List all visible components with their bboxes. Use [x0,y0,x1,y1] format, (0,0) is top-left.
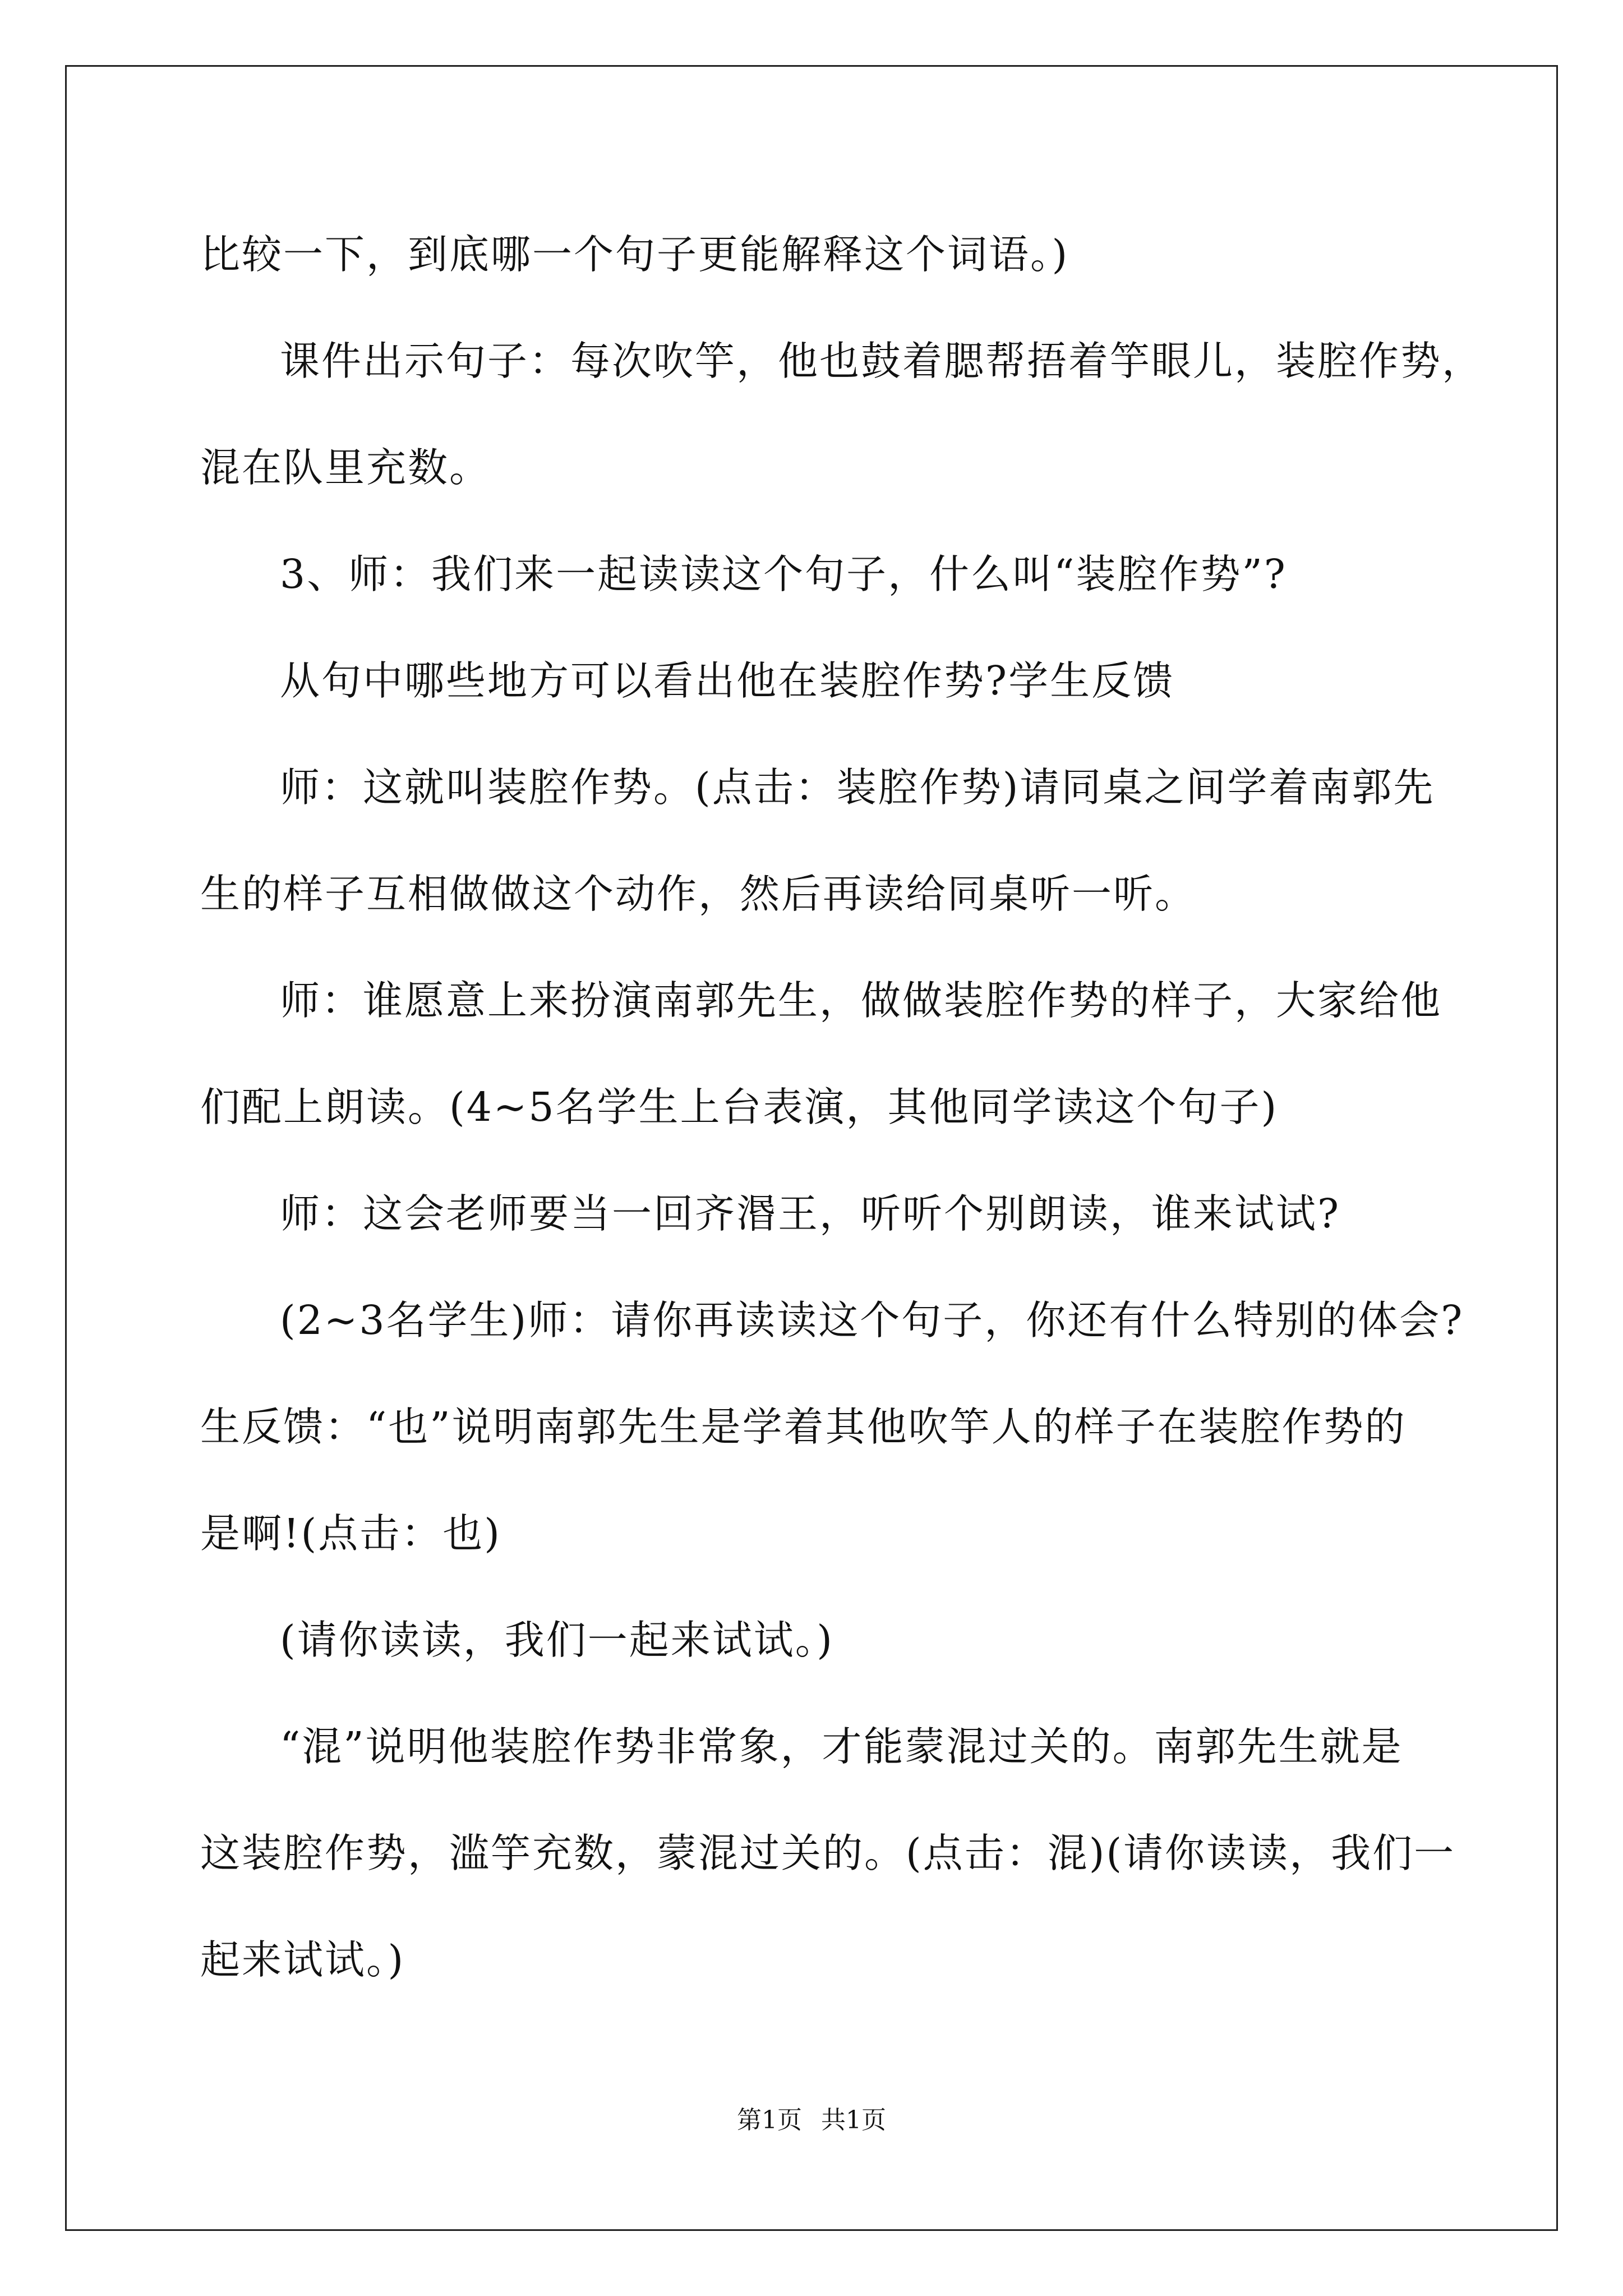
text-line: 起来试试。) [200,1936,405,1983]
text-line: 生反馈：“也”说明南郭先生是学着其他吹竽人的样子在装腔作势的 [200,1404,1407,1450]
text-line: 生的样子互相做做这个动作，然后再读给同桌听一听。 [200,871,1197,917]
text-line: 课件出示句子：每次吹竽，他也鼓着腮帮捂着竽眼儿，装腔作势， [280,338,1484,384]
text-line: 从句中哪些地方可以看出他在装腔作势?学生反馈 [280,657,1175,704]
text-line: 混在队里充数。 [200,444,491,491]
text-line: 比较一下，到底哪一个句子更能解释这个词语。) [200,231,1069,278]
text-line: (2~3名学生)师：请你再读读这个句子，你还有什么特别的体会? [280,1297,1464,1343]
page-frame [65,65,1558,2231]
text-line: “混”说明他装腔作势非常象，才能蒙混过关的。南郭先生就是 [280,1723,1403,1770]
text-line: (请你读读，我们一起来试试。) [280,1617,834,1663]
text-line: 这装腔作势，滥竽充数，蒙混过关的。(点击：混)(请你读读，我们一 [200,1830,1456,1876]
text-line: 师：这会老师要当一回齐湣王，听听个别朗读，谁来试试? [280,1190,1341,1237]
text-line: 师：谁愿意上来扮演南郭先生，做做装腔作势的样子，大家给他 [280,977,1442,1024]
page-total: 共1页 [821,2106,886,2134]
page-number: 第1页 [737,2106,802,2134]
text-line: 们配上朗读。(4~5名学生上台表演，其他同学读这个句子) [200,1084,1279,1130]
page-footer [0,2108,1623,2133]
text-line: 是啊!(点击：也) [200,1510,501,1557]
text-line: 师：这就叫装腔作势。(点击：装腔作势)请同桌之间学着南郭先 [280,764,1435,811]
text-line: 3、师：我们来一起读读这个句子，什么叫“装腔作势”? [280,551,1287,597]
